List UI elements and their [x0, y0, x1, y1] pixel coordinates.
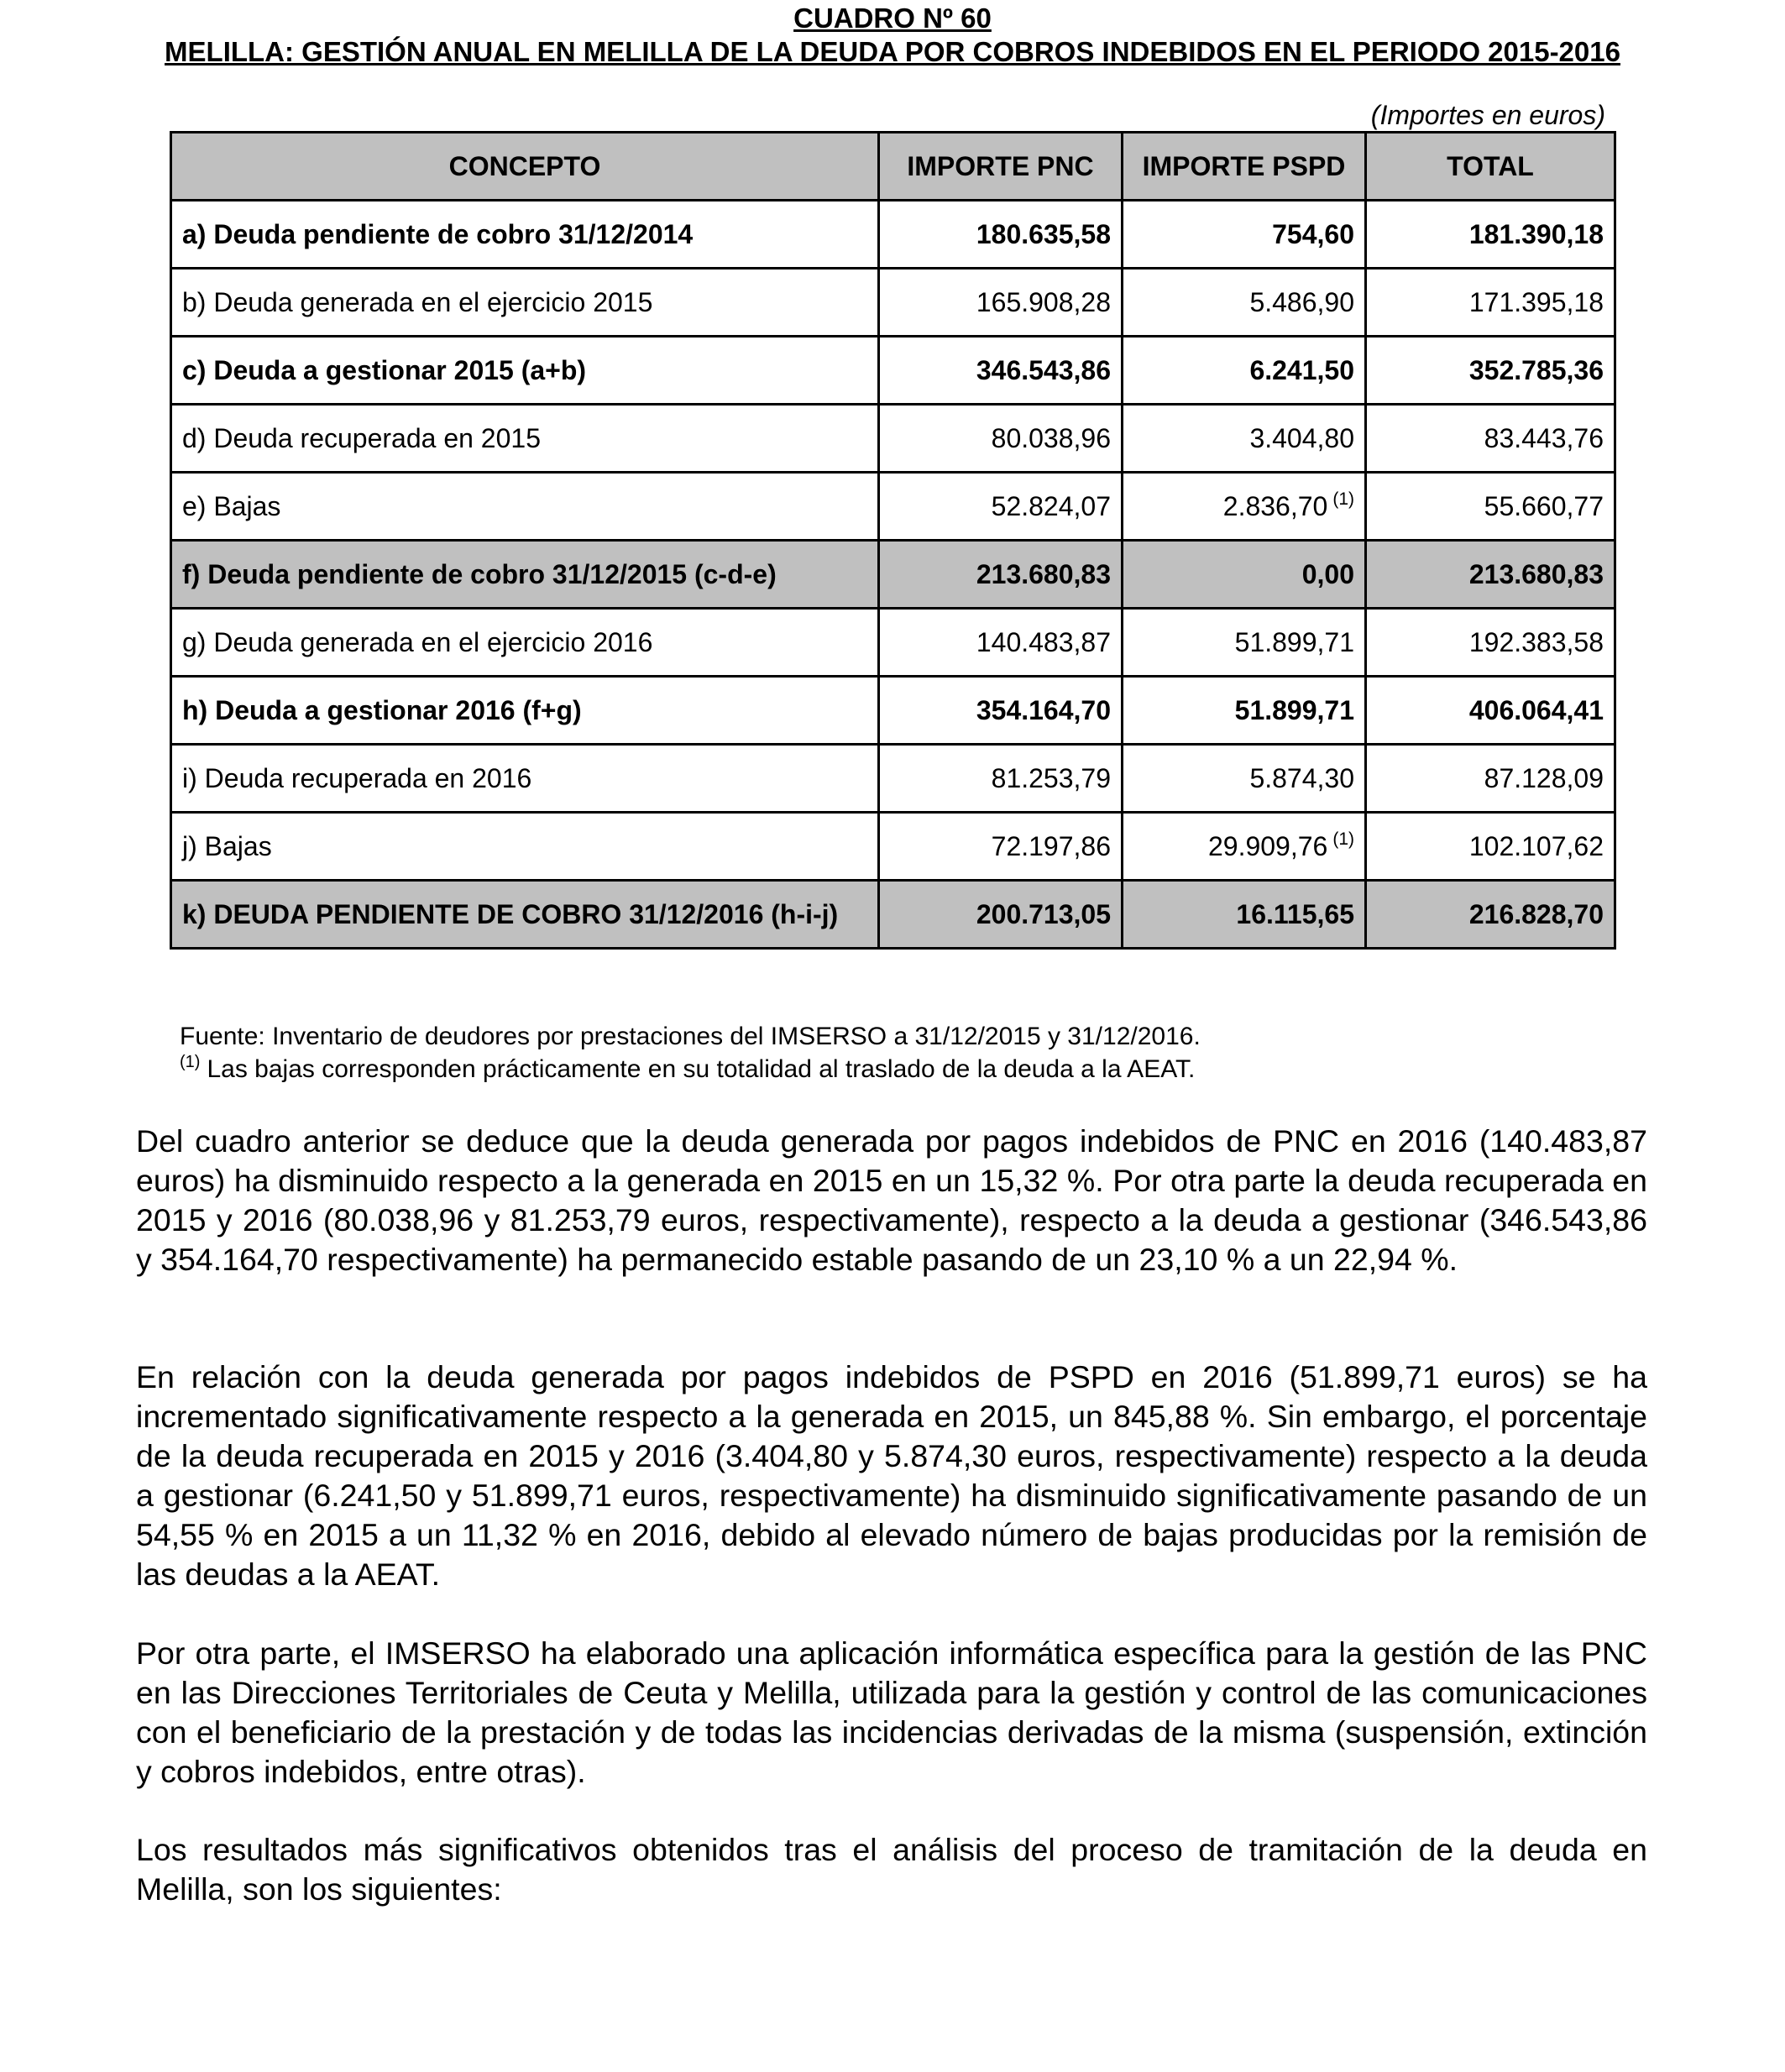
pspd-cell-value: 51.899,71 [1234, 694, 1354, 725]
pnc-cell [879, 473, 1123, 541]
paragraph-2: En relación con la deuda generada por pagos indebidos de PSPD en 2016 (51.899,71 euros) se ha incrementado significativamente respecto a la generada en 2015, un 845,88 %. Sin embargo, el porcentaje de la deuda recuperada en 2015 y 2016 (3.404,80 y 5.874,30 euros, respectivamente) respecto a la deuda a gestionar (6.241,50 y 51.899,71 euros, respectivamente) ha disminuido significativamente pasando de un 54,55 % en 2015 a un 11,32 % en 2016, debido al elevado número de bajas producidas por la remisión de las deudas a la AEAT. [136, 1359, 1647, 1592]
concept-cell-value: i) Deuda recuperada en 2016 [182, 762, 532, 793]
concept-cell [171, 269, 879, 337]
concept-cell [171, 881, 879, 949]
pspd-cell [1123, 677, 1366, 745]
table-row [171, 541, 1615, 609]
total-cell [1366, 201, 1615, 269]
concept-cell-value: g) Deuda generada en el ejercicio 2016 [182, 626, 653, 657]
table-row [171, 337, 1615, 405]
concept-cell [171, 541, 879, 609]
table-row [171, 677, 1615, 745]
footnote-1 [180, 1053, 1201, 1086]
total-cell-value: 102.107,62 [1468, 830, 1604, 861]
pspd-cell-value: 16.115,65 [1236, 898, 1354, 929]
total-cell-value: 192.383,58 [1468, 626, 1604, 657]
concept-cell [171, 201, 879, 269]
cuadro-number: CUADRO Nº 60 [793, 3, 992, 34]
pspd-cell [1123, 337, 1366, 405]
concept-cell-value: d) Deuda recuperada en 2015 [182, 422, 541, 453]
total-cell [1366, 473, 1615, 541]
pnc-cell [879, 269, 1123, 337]
pspd-cell [1123, 473, 1366, 541]
pnc-cell [879, 609, 1123, 677]
concept-cell [171, 677, 879, 745]
concept-cell [171, 609, 879, 677]
header-concepto: CONCEPTO [171, 133, 879, 201]
total-cell [1366, 269, 1615, 337]
total-cell-value: 83.443,76 [1484, 422, 1604, 453]
footnotes [180, 1020, 1201, 1086]
concept-cell-value: f) Deuda pendiente de cobro 31/12/2015 (c-d-e) [182, 558, 777, 589]
pnc-cell-value: 346.543,86 [976, 354, 1111, 385]
concept-cell [171, 745, 879, 813]
total-cell [1366, 745, 1615, 813]
total-cell [1366, 881, 1615, 949]
total-cell [1366, 609, 1615, 677]
pnc-cell [879, 405, 1123, 473]
total-cell-value: 87.128,09 [1484, 762, 1604, 793]
total-cell-value: 216.828,70 [1468, 898, 1604, 929]
footnote-marker: (1) [180, 1053, 201, 1071]
pnc-cell-value: 140.483,87 [976, 626, 1111, 657]
pnc-cell [879, 677, 1123, 745]
concept-cell [171, 473, 879, 541]
pnc-cell-value: 52.824,07 [991, 490, 1111, 521]
pspd-cell-value: 3.404,80 [1249, 422, 1354, 453]
table-row [171, 201, 1615, 269]
pnc-cell [879, 745, 1123, 813]
pnc-cell-value: 354.164,70 [976, 694, 1111, 725]
concept-cell [171, 813, 879, 881]
pnc-cell-value: 80.038,96 [991, 422, 1111, 453]
total-cell [1366, 405, 1615, 473]
header-importe-pspd: IMPORTE PSPD [1123, 133, 1366, 201]
header-total: TOTAL [1366, 133, 1615, 201]
total-cell-value: 171.395,18 [1468, 286, 1604, 317]
header-importe-pnc: IMPORTE PNC [879, 133, 1123, 201]
total-cell [1366, 541, 1615, 609]
pspd-cell-value: 6.241,50 [1249, 354, 1354, 385]
document-title: MELILLA: GESTIÓN ANUAL EN MELILLA DE LA DEUDA POR COBROS INDEBIDOS EN EL PERIODO 2015-2016 [165, 36, 1620, 67]
pnc-cell [879, 201, 1123, 269]
table-row [171, 269, 1615, 337]
pnc-cell-value: 213.680,83 [976, 558, 1111, 589]
pnc-cell [879, 881, 1123, 949]
table-row [171, 881, 1615, 949]
table-row [171, 405, 1615, 473]
paragraph-3: Por otra parte, el IMSERSO ha elaborado una aplicación informática específica para la gestión de las PNC en las Direcciones Territoriales de Ceuta y Melilla, utilizada para la gestión y control de las comunicaciones con el beneficiario de la prestación y de todas las incidencias derivadas de la misma (suspensión, extinción y cobros indebidos, entre otras). [136, 1635, 1647, 1789]
pnc-cell-value: 165.908,28 [976, 286, 1111, 317]
pspd-cell [1123, 201, 1366, 269]
concept-cell [171, 337, 879, 405]
concept-cell-value: c) Deuda a gestionar 2015 (a+b) [182, 354, 587, 385]
pnc-cell [879, 337, 1123, 405]
pspd-cell-value: 5.874,30 [1249, 762, 1354, 793]
concept-cell-value: b) Deuda generada en el ejercicio 2015 [182, 286, 653, 317]
pspd-cell [1123, 405, 1366, 473]
footnote-ref: (1) [1332, 829, 1354, 849]
pnc-cell [879, 541, 1123, 609]
pspd-cell [1123, 269, 1366, 337]
pspd-cell-value: 754,60 [1272, 218, 1354, 249]
pspd-cell-value: 2.836,70 [1222, 490, 1328, 521]
pnc-cell-value: 200.713,05 [976, 898, 1111, 929]
pnc-cell-value: 81.253,79 [991, 762, 1111, 793]
pspd-cell [1123, 881, 1366, 949]
pnc-cell-value: 180.635,58 [976, 218, 1111, 249]
units-note: (Importes en euros) [1370, 100, 1605, 130]
concept-cell-value: k) DEUDA PENDIENTE DE COBRO 31/12/2016 (h-i-j) [182, 898, 839, 929]
table-row [171, 745, 1615, 813]
pspd-cell [1123, 541, 1366, 609]
concept-cell-value: e) Bajas [182, 490, 281, 521]
table-row [171, 473, 1615, 541]
paragraph-1: Del cuadro anterior se deduce que la deuda generada por pagos indebidos de PNC en 2016 (140.483,87 euros) ha disminuido respecto a la generada en 2015 en un 15,32 %. Por otra parte la deuda recuperada en 2015 y 2016 (80.038,96 y 81.253,79 euros, respectivamente), respecto a la deuda a gestionar (346.543,86 y 354.164,70 respectivamente) ha permanecido estable pasando de un 23,10 % a un 22,94 %. [136, 1123, 1647, 1277]
total-cell [1366, 813, 1615, 881]
pspd-cell [1123, 813, 1366, 881]
footnote-ref: (1) [1332, 489, 1354, 509]
table-row [171, 813, 1615, 881]
pnc-cell [879, 813, 1123, 881]
paragraph-4: Los resultados más significativos obtenidos tras el análisis del proceso de tramitación de la deuda en Melilla, son los siguientes: [136, 1832, 1647, 1907]
pspd-cell [1123, 745, 1366, 813]
concept-cell-value: h) Deuda a gestionar 2016 (f+g) [182, 694, 582, 725]
total-cell-value: 213.680,83 [1468, 558, 1604, 589]
pspd-cell-value: 51.899,71 [1234, 626, 1354, 657]
total-cell-value: 181.390,18 [1468, 218, 1604, 249]
total-cell-value: 406.064,41 [1468, 694, 1604, 725]
table-row [171, 609, 1615, 677]
total-cell [1366, 337, 1615, 405]
pspd-cell-value: 29.909,76 [1207, 830, 1328, 861]
pnc-cell-value: 72.197,86 [991, 830, 1111, 861]
pspd-cell-value: 5.486,90 [1249, 286, 1354, 317]
debt-table [170, 131, 1616, 950]
concept-cell-value: j) Bajas [182, 830, 272, 861]
total-cell-value: 352.785,36 [1468, 354, 1604, 385]
total-cell [1366, 677, 1615, 745]
table-header-row [171, 133, 1615, 201]
footnote-text: Las bajas corresponden prácticamente en su totalidad al traslado de la deuda a la AEAT. [207, 1055, 1196, 1083]
concept-cell [171, 405, 879, 473]
pspd-cell-value: 0,00 [1301, 558, 1354, 589]
total-cell-value: 55.660,77 [1484, 490, 1604, 521]
pspd-cell [1123, 609, 1366, 677]
concept-cell-value: a) Deuda pendiente de cobro 31/12/2014 [182, 218, 694, 249]
source-note: Fuente: Inventario de deudores por prestaciones del IMSERSO a 31/12/2015 y 31/12/2016. [180, 1023, 1201, 1050]
